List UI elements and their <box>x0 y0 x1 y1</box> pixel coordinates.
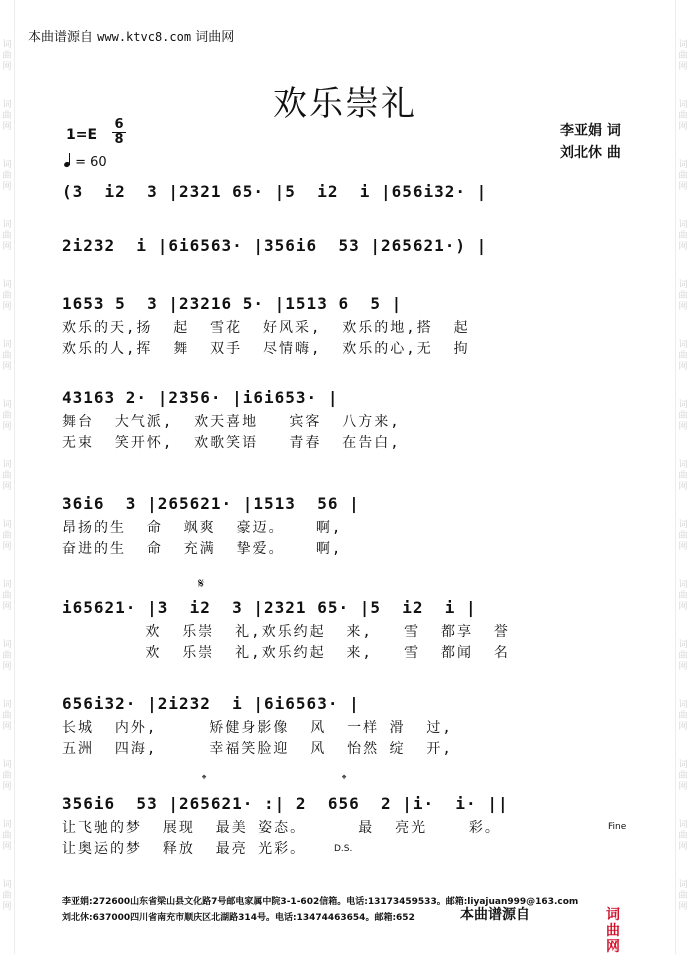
composer-contact: 刘北休:637000四川省南充市顺庆区北湖路314号。电话:13474463654。邮箱:652 <box>62 913 415 923</box>
footer-brand-tag: 词曲网 <box>606 907 620 955</box>
watermark-text: 词 曲 网 <box>2 580 12 612</box>
time-signature <box>112 118 126 147</box>
watermark-text: 词 曲 网 <box>2 760 12 792</box>
lyric-verse-1: 舞台 大气派, 欢天喜地 宾客 八方来, <box>62 414 401 430</box>
watermark-text: 词 曲 网 <box>2 880 12 912</box>
watermark-text: 词 曲 网 <box>678 280 688 312</box>
song-title: 欢乐崇礼 <box>273 84 417 124</box>
watermark-text: 词 曲 网 <box>678 400 688 432</box>
watermark-text: 词 曲 网 <box>2 220 12 252</box>
watermark-text: 词 曲 网 <box>678 40 688 72</box>
watermark-text: 词 曲 网 <box>678 820 688 852</box>
site-name: 本曲谱源自 <box>28 30 94 45</box>
watermark-text: 词 曲 网 <box>2 460 12 492</box>
notation-line: 656i32· |2i232 i |6i6563· | <box>62 694 360 713</box>
lyric-verse-1: 让飞驰的梦 展现 最美 姿态。 最 亮光 彩。 <box>62 820 501 836</box>
lyric-verse-1: 昂扬的生 命 飒爽 豪迈。 啊, <box>62 520 343 536</box>
watermark-text: 词 曲 网 <box>678 640 688 672</box>
watermark-text: 词 曲 网 <box>2 40 12 72</box>
composer-credit: 刘北休 曲 <box>560 145 621 161</box>
lyric-verse-1: 长城 内外, 矫健身影像 风 一样 滑 过, <box>62 720 453 736</box>
fine-marking: Fine <box>608 822 627 832</box>
key-signature: 1=E <box>66 127 98 143</box>
lyric-verse-2: 五洲 四海, 幸福笑脸迎 风 怡然 绽 开, <box>62 741 453 757</box>
site-url[interactable]: www.ktvc8.com <box>97 30 192 44</box>
left-margin <box>0 0 15 954</box>
watermark-text: 词 曲 网 <box>678 100 688 132</box>
coda-icon: 𝄌 <box>342 772 347 786</box>
watermark-text: 词 曲 网 <box>2 100 12 132</box>
meter-bottom: 8 <box>114 132 124 147</box>
lyric-verse-2: 让奥运的梦 释放 最亮 光彩。 <box>62 841 307 857</box>
notation-line: 2i232 i |6i6563· |356i6 53 |265621·) | <box>62 236 488 255</box>
watermark-text: 词 曲 网 <box>678 460 688 492</box>
watermark-text: 词 曲 网 <box>678 760 688 792</box>
page-header <box>28 26 234 45</box>
notation-line: i65621· |3 i2 3 |2321 65· |5 i2 i | <box>62 598 477 617</box>
watermark-text: 词 曲 网 <box>678 520 688 552</box>
watermark-text: 词 曲 网 <box>2 640 12 672</box>
notation-line: 36i6 3 |265621· |1513 56 | <box>62 494 360 513</box>
watermark-text: 词 曲 网 <box>678 580 688 612</box>
notation-line: 1653 5 3 |23216 5· |1513 6 5 | <box>62 294 403 313</box>
tempo-value: = 60 <box>75 155 107 170</box>
lyric-verse-2: 欢乐的人,挥 舞 双手 尽情嗨, 欢乐的心,无 拘 <box>62 341 470 357</box>
watermark-text: 词 曲 网 <box>678 340 688 372</box>
watermark-text: 词 曲 网 <box>2 160 12 192</box>
watermark-text: 词 曲 网 <box>678 220 688 252</box>
site-tag: 词曲网 <box>195 30 235 45</box>
notation-line: (3 i2 3 |2321 65· |5 i2 i |656i32· | <box>62 182 488 201</box>
watermark-text: 词 曲 网 <box>2 400 12 432</box>
tempo-marking <box>64 154 107 170</box>
coda-icon: 𝄌 <box>202 772 207 786</box>
watermark-text: 词 曲 网 <box>2 700 12 732</box>
watermark-text: 词 曲 网 <box>2 340 12 372</box>
segno-icon: 𝄋 <box>198 576 205 592</box>
watermark-text: 词 曲 网 <box>2 820 12 852</box>
right-margin <box>675 0 690 954</box>
lyric-verse-2: 奋进的生 命 充满 挚爱。 啊, <box>62 541 343 557</box>
lyric-verse-1: 欢乐的天,扬 起 雪花 好风采, 欢乐的地,搭 起 <box>62 320 470 336</box>
meter-top: 6 <box>114 117 124 132</box>
contact-footer <box>62 894 620 955</box>
watermark-text: 词 曲 网 <box>678 700 688 732</box>
notation-line: 356i6 53 |265621· :| 2 656 2 |i· i· || <box>62 794 509 813</box>
notation-line: 43163 2· |2356· |i6i653· | <box>62 388 339 407</box>
footer-brand: 本曲谱源自 <box>460 907 530 923</box>
watermark-text: 词 曲 网 <box>2 280 12 312</box>
ds-marking: D.S. <box>334 844 353 854</box>
watermark-text: 词 曲 网 <box>2 520 12 552</box>
lyric-verse-2: 无束 笑开怀, 欢歌笑语 青春 在告白, <box>62 435 401 451</box>
watermark-text: 词 曲 网 <box>678 160 688 192</box>
lyricist-credit: 李亚娟 词 <box>560 123 621 139</box>
lyric-verse-2: 欢 乐崇 礼,欢乐约起 来, 雪 都闻 名 <box>62 645 510 661</box>
lyric-verse-1: 欢 乐崇 礼,欢乐约起 来, 雪 都享 誉 <box>62 624 510 640</box>
watermark-text: 词 曲 网 <box>678 880 688 912</box>
lyricist-contact: 李亚娟:272600山东省梁山县文化路7号邮电家属中院3-1-602信箱。电话:13173459533。邮箱:liyajuan999@163.com <box>62 897 579 907</box>
